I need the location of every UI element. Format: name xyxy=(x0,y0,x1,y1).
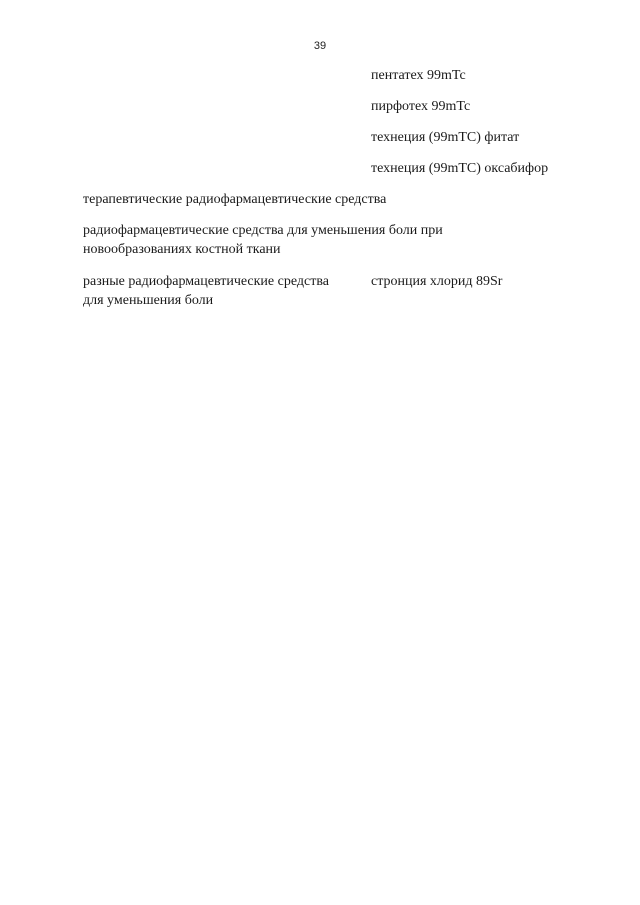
drug-item-pentatech: пентатех 99mTc xyxy=(371,68,466,83)
drug-item-strontium-chloride: стронция хлорид 89Sr xyxy=(371,274,503,289)
drug-item-technetium-phytate: технеция (99mTC) фитат xyxy=(371,130,520,145)
section-heading: терапевтические радиофармацевтические средства xyxy=(83,192,387,207)
drug-item-pirfotech: пирфотех 99mTc xyxy=(371,99,471,114)
group-heading-line2: для уменьшения боли xyxy=(83,293,214,308)
subsection-heading-line1: радиофармацевтические средства для уменьшения боли при xyxy=(83,223,443,238)
subsection-heading-line2: новообразованиях костной ткани xyxy=(83,242,281,257)
drug-item-technetium-oxabifor: технеция (99mTC) оксабифор xyxy=(371,161,549,176)
group-heading-line1: разные радиофармацевтические средства xyxy=(83,274,329,289)
page-number: 39 xyxy=(313,40,327,52)
